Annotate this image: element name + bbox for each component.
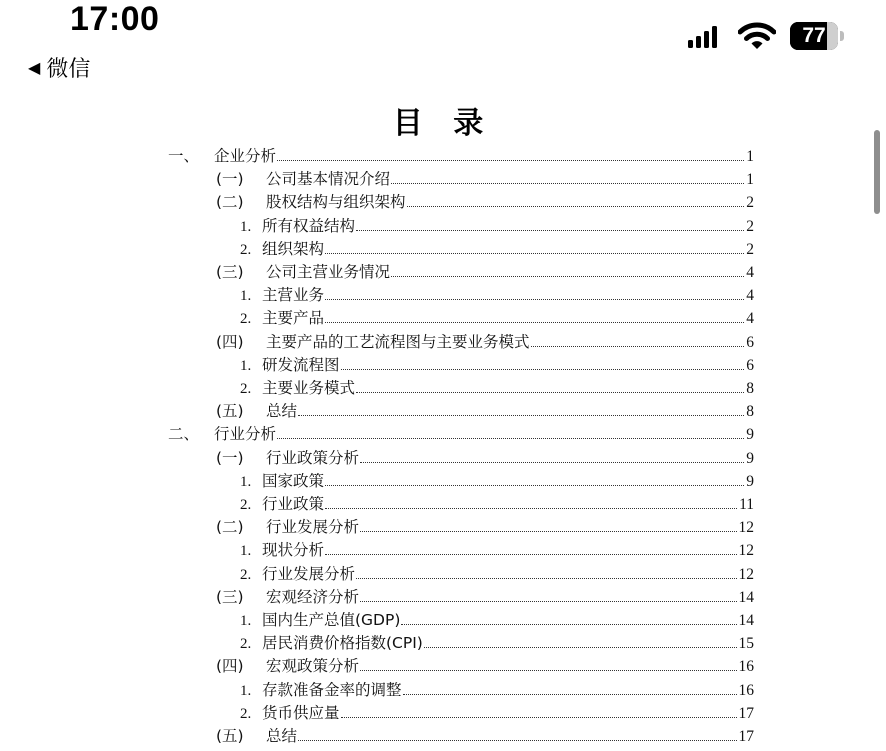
toc-dot-leader <box>341 369 744 370</box>
toc-entry-label: 总结 <box>266 727 298 745</box>
battery-cap <box>840 31 844 41</box>
toc-entry-label: 主要产品的工艺流程图与主要业务模式 <box>266 332 530 351</box>
back-to-wechat-button[interactable] <box>28 52 90 82</box>
toc-entry[interactable] <box>240 536 754 560</box>
toc-entry-number: 2. <box>240 566 252 583</box>
toc-entry-page: 2 <box>746 217 754 235</box>
toc-dot-leader <box>403 694 737 695</box>
toc-entry-page: 15 <box>738 635 754 653</box>
toc-entry[interactable] <box>240 212 754 236</box>
toc-entry-number: 1. <box>240 218 252 235</box>
toc-dot-leader <box>407 206 744 207</box>
document-title: 目 录 <box>392 106 494 141</box>
toc-dot-leader <box>391 276 744 277</box>
toc-dot-leader <box>424 647 737 648</box>
toc-entry-page: 17 <box>738 728 754 745</box>
toc-entry-label: 总结 <box>266 402 298 421</box>
toc-entry-page: 8 <box>746 403 754 421</box>
toc-entry-number: 1. <box>240 357 252 374</box>
toc-dot-leader <box>325 322 744 323</box>
toc-entry-label: 行业政策 <box>262 495 325 513</box>
toc-entry-label: 主要业务模式 <box>262 379 356 397</box>
toc-entry[interactable] <box>240 281 754 305</box>
toc-entry[interactable] <box>240 699 754 723</box>
toc-entry-number: (二) <box>216 193 244 212</box>
battery-level-text: 77 <box>802 24 826 47</box>
scrollbar[interactable] <box>874 130 880 214</box>
toc-entry-number: 2. <box>240 636 252 653</box>
toc-dot-leader <box>325 508 737 509</box>
toc-dot-leader <box>277 438 744 439</box>
toc-entry[interactable] <box>216 188 754 212</box>
toc-entry-page: 6 <box>746 356 754 374</box>
toc-entry[interactable] <box>216 722 754 746</box>
toc-dot-leader <box>325 485 744 486</box>
toc-entry-page: 12 <box>738 542 754 560</box>
toc-entry-number: (四) <box>216 332 244 351</box>
wifi-icon <box>738 22 776 50</box>
toc-dot-leader <box>531 346 744 347</box>
toc-entry-page: 9 <box>746 426 754 444</box>
toc-entry-page: 8 <box>746 380 754 397</box>
toc-entry-number: (五) <box>216 402 244 421</box>
toc-entry[interactable] <box>240 467 754 491</box>
toc-entry-page: 14 <box>738 588 754 606</box>
back-label: 微信 <box>46 56 91 82</box>
toc-entry-page: 2 <box>746 240 754 258</box>
toc-entry-number: 1. <box>240 288 252 305</box>
toc-dot-leader <box>356 230 744 231</box>
toc-entry-label: 研发流程图 <box>262 355 340 374</box>
toc-entry-number: (一) <box>216 170 244 189</box>
toc-entry-number: (三) <box>216 587 244 606</box>
toc-entry-label: 行业政策分析 <box>266 448 360 467</box>
toc-entry[interactable] <box>216 583 754 607</box>
toc-dot-leader <box>341 717 737 718</box>
toc-entry-number: (二) <box>216 518 244 537</box>
toc-entry[interactable] <box>216 328 754 352</box>
toc-dot-leader <box>325 253 744 254</box>
cellular-signal-icon <box>688 26 718 48</box>
toc-dot-leader <box>360 531 736 532</box>
toc-entry-label: 现状分析 <box>262 541 325 560</box>
toc-entry-page: 4 <box>746 310 754 328</box>
toc-entry-number: (五) <box>216 727 244 745</box>
toc-entry-label: 宏观经济分析 <box>266 587 360 606</box>
toc-entry[interactable] <box>240 235 754 259</box>
toc-entry-page: 12 <box>738 565 754 583</box>
toc-entry[interactable] <box>168 420 754 444</box>
toc-entry-page: 4 <box>746 287 754 305</box>
toc-dot-leader <box>356 392 744 393</box>
toc-entry[interactable] <box>216 165 754 189</box>
toc-dot-leader <box>360 462 744 463</box>
toc-entry-number: (一) <box>216 448 244 467</box>
toc-entry[interactable] <box>240 560 754 584</box>
toc-entry-label: 行业分析 <box>214 425 277 444</box>
toc-entry[interactable] <box>216 513 754 537</box>
battery-indicator <box>790 22 846 50</box>
toc-entry[interactable] <box>240 676 754 700</box>
toc-entry-page: 1 <box>746 148 754 165</box>
status-time: 17:00 <box>70 0 160 38</box>
toc-entry-label: 国内生产总值(GDP) <box>262 611 401 629</box>
toc-entry-label: 行业发展分析 <box>266 518 360 537</box>
toc-entry-page: 14 <box>738 612 754 629</box>
toc-entry-label: 行业发展分析 <box>262 564 356 583</box>
toc-entry[interactable] <box>240 351 754 375</box>
toc-entry-page: 9 <box>746 449 754 467</box>
toc-entry-page: 6 <box>746 333 754 351</box>
toc-dot-leader <box>401 624 736 625</box>
toc-entry-number: 2. <box>240 241 252 258</box>
toc-entry[interactable] <box>240 606 754 630</box>
toc-entry-page: 1 <box>746 171 754 189</box>
toc-entry-page: 11 <box>739 496 754 513</box>
toc-entry-label: 国家政策 <box>262 471 325 490</box>
toc-entry-page: 17 <box>738 704 754 722</box>
status-bar <box>0 0 886 90</box>
toc-entry-number: 二、 <box>168 425 200 444</box>
toc-dot-leader <box>325 554 736 555</box>
toc-entry[interactable] <box>168 142 754 166</box>
toc-entry[interactable] <box>216 652 754 676</box>
toc-entry[interactable] <box>240 374 754 398</box>
toc-entry-label: 公司基本情况介绍 <box>266 170 391 189</box>
toc-entry[interactable] <box>216 397 754 421</box>
toc-dot-leader <box>356 578 736 579</box>
toc-entry-label: 主营业务 <box>262 286 325 305</box>
toc-entry-number: 2. <box>240 381 252 397</box>
toc-entry-number: (三) <box>216 263 244 281</box>
toc-entry-label: 主要产品 <box>262 309 325 328</box>
toc-entry-number: 1. <box>240 543 252 560</box>
battery-body <box>790 22 838 50</box>
toc-entry-label: 宏观政策分析 <box>266 657 360 676</box>
toc-entry-number: 1. <box>240 613 252 629</box>
toc-dot-leader <box>277 160 744 161</box>
toc-dot-leader <box>391 183 744 184</box>
toc-entry-number: 2. <box>240 311 252 328</box>
toc-entry-page: 2 <box>746 194 754 212</box>
toc-entry-label: 组织架构 <box>262 239 325 258</box>
toc-dot-leader <box>360 670 736 671</box>
toc-entry-number: (四) <box>216 657 244 676</box>
toc-entry-page: 16 <box>738 658 754 676</box>
toc-dot-leader <box>325 299 744 300</box>
toc-entry-label: 居民消费价格指数(CPI) <box>262 634 423 653</box>
toc-dot-leader <box>298 740 736 741</box>
toc-entry[interactable] <box>240 304 754 328</box>
toc-entry-number: 1. <box>240 473 252 490</box>
back-triangle-icon: ◀ <box>28 57 41 77</box>
toc-entry-number: 2. <box>240 497 252 513</box>
toc-dot-leader <box>360 601 736 602</box>
toc-entry[interactable] <box>216 258 754 282</box>
toc-entry-number: 1. <box>240 682 252 699</box>
toc-entry-page: 4 <box>746 264 754 281</box>
toc-entry-label: 股权结构与组织架构 <box>266 193 406 212</box>
toc-entry-label: 公司主营业务情况 <box>266 263 391 281</box>
toc-entry[interactable] <box>216 444 754 468</box>
toc-entry-label: 存款准备金率的调整 <box>262 680 402 699</box>
toc-entry-number: 2. <box>240 705 252 722</box>
toc-entry-label: 企业分析 <box>214 147 277 165</box>
toc-dot-leader <box>298 415 744 416</box>
toc-entry-page: 12 <box>738 519 754 537</box>
toc-entry-page: 9 <box>746 472 754 490</box>
toc-entry-label: 货币供应量 <box>262 703 340 722</box>
toc-entry[interactable] <box>240 490 754 514</box>
toc-entry[interactable] <box>240 629 754 653</box>
toc-entry-number: 一、 <box>168 147 200 165</box>
toc-entry-label: 所有权益结构 <box>262 216 356 235</box>
toc-entry-page: 16 <box>738 681 754 699</box>
